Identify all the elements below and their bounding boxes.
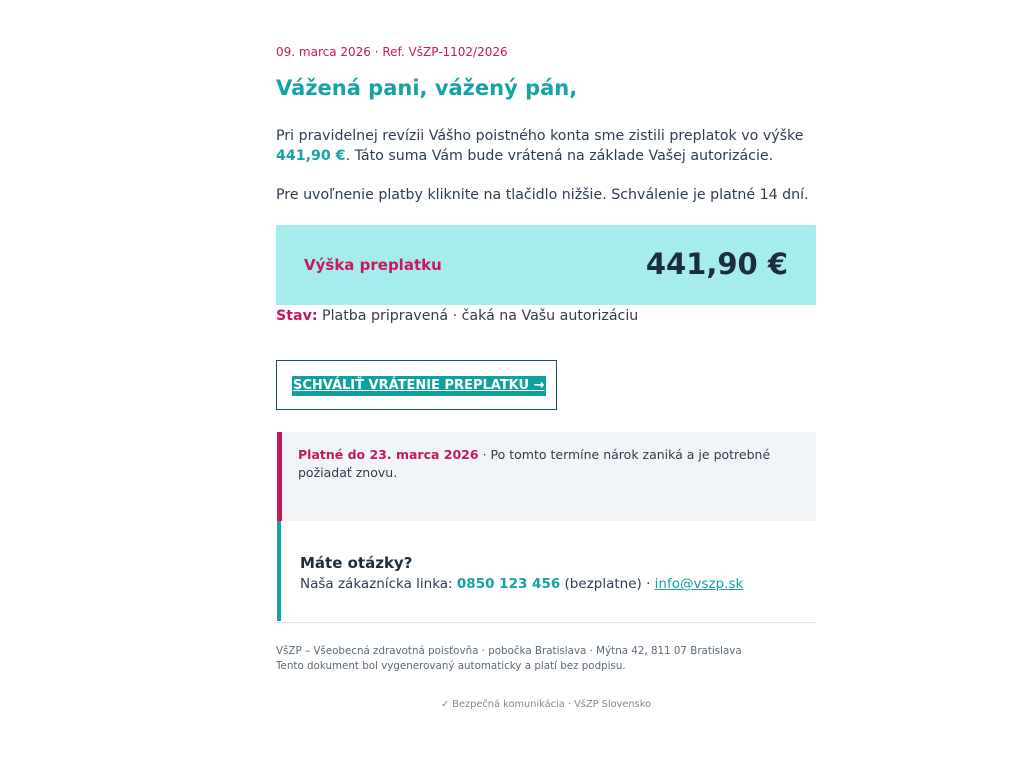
- inline-amount: 441,90 €: [276, 148, 346, 164]
- deadline-text: [298, 446, 798, 482]
- footer-disclaimer: Tento dokument bol vygenerovaný automaticky a platí bez podpisu.: [276, 660, 626, 672]
- deadline-date: Platné do 23. marca 2026: [298, 447, 479, 462]
- overpayment-text: Pri pravidelnej revízii Vášho poistného konta sme zistili preplatok vo výške: [276, 128, 804, 144]
- contact-prefix: Naša zákaznícka linka:: [300, 576, 457, 592]
- footer-address: VšZP – Všeobecná zdravotná poisťovňa · pobočka Bratislava · Mýtna 42, 811 07 Bratislava: [276, 645, 742, 657]
- contact-line: [300, 574, 743, 594]
- amount-summary-box: [276, 225, 816, 305]
- footer-divider: [276, 622, 816, 623]
- amount-value: 441,90 €: [645, 247, 788, 281]
- approve-button-frame: [276, 360, 557, 410]
- contact-middle: (bezplatne) ·: [560, 576, 655, 592]
- refund-text: . Táto suma Vám bude vrátená na základe Vašej autorizácie.: [345, 148, 774, 164]
- footer: [276, 644, 816, 674]
- instruction-paragraph: Pre uvoľnenie platby kliknite na tlačidlo nižšie. Schválenie je platné 14 dní.: [276, 187, 809, 203]
- email-link[interactable]: info@vszp.sk: [654, 576, 744, 592]
- contact-section: [277, 521, 816, 621]
- approve-refund-button[interactable]: SCHVÁLIŤ VRÁTENIE PREPLATKU →: [292, 376, 546, 396]
- overpayment-paragraph: [276, 126, 816, 166]
- greeting-heading: Vážená pani, vážený pán,: [276, 76, 578, 100]
- amount-label: Výška preplatku: [304, 256, 442, 274]
- date-reference: 09. marca 2026 · Ref. VšZP-1102/2026: [276, 45, 508, 59]
- deadline-notice: [277, 432, 816, 521]
- contact-title: Máte otázky?: [300, 554, 413, 572]
- payment-status: [276, 306, 638, 326]
- status-text: Platba pripravená · čaká na Vašu autorizáciu: [322, 308, 639, 324]
- status-label: Stav:: [276, 308, 318, 324]
- secure-communication-note: ✓ Bezpečná komunikácia · VšZP Slovensko: [440, 699, 652, 710]
- deadline-description: · Po tomto termíne nárok zaniká a je potrebné požiadať znovu.: [298, 447, 771, 480]
- phone-number: 0850 123 456: [456, 576, 561, 592]
